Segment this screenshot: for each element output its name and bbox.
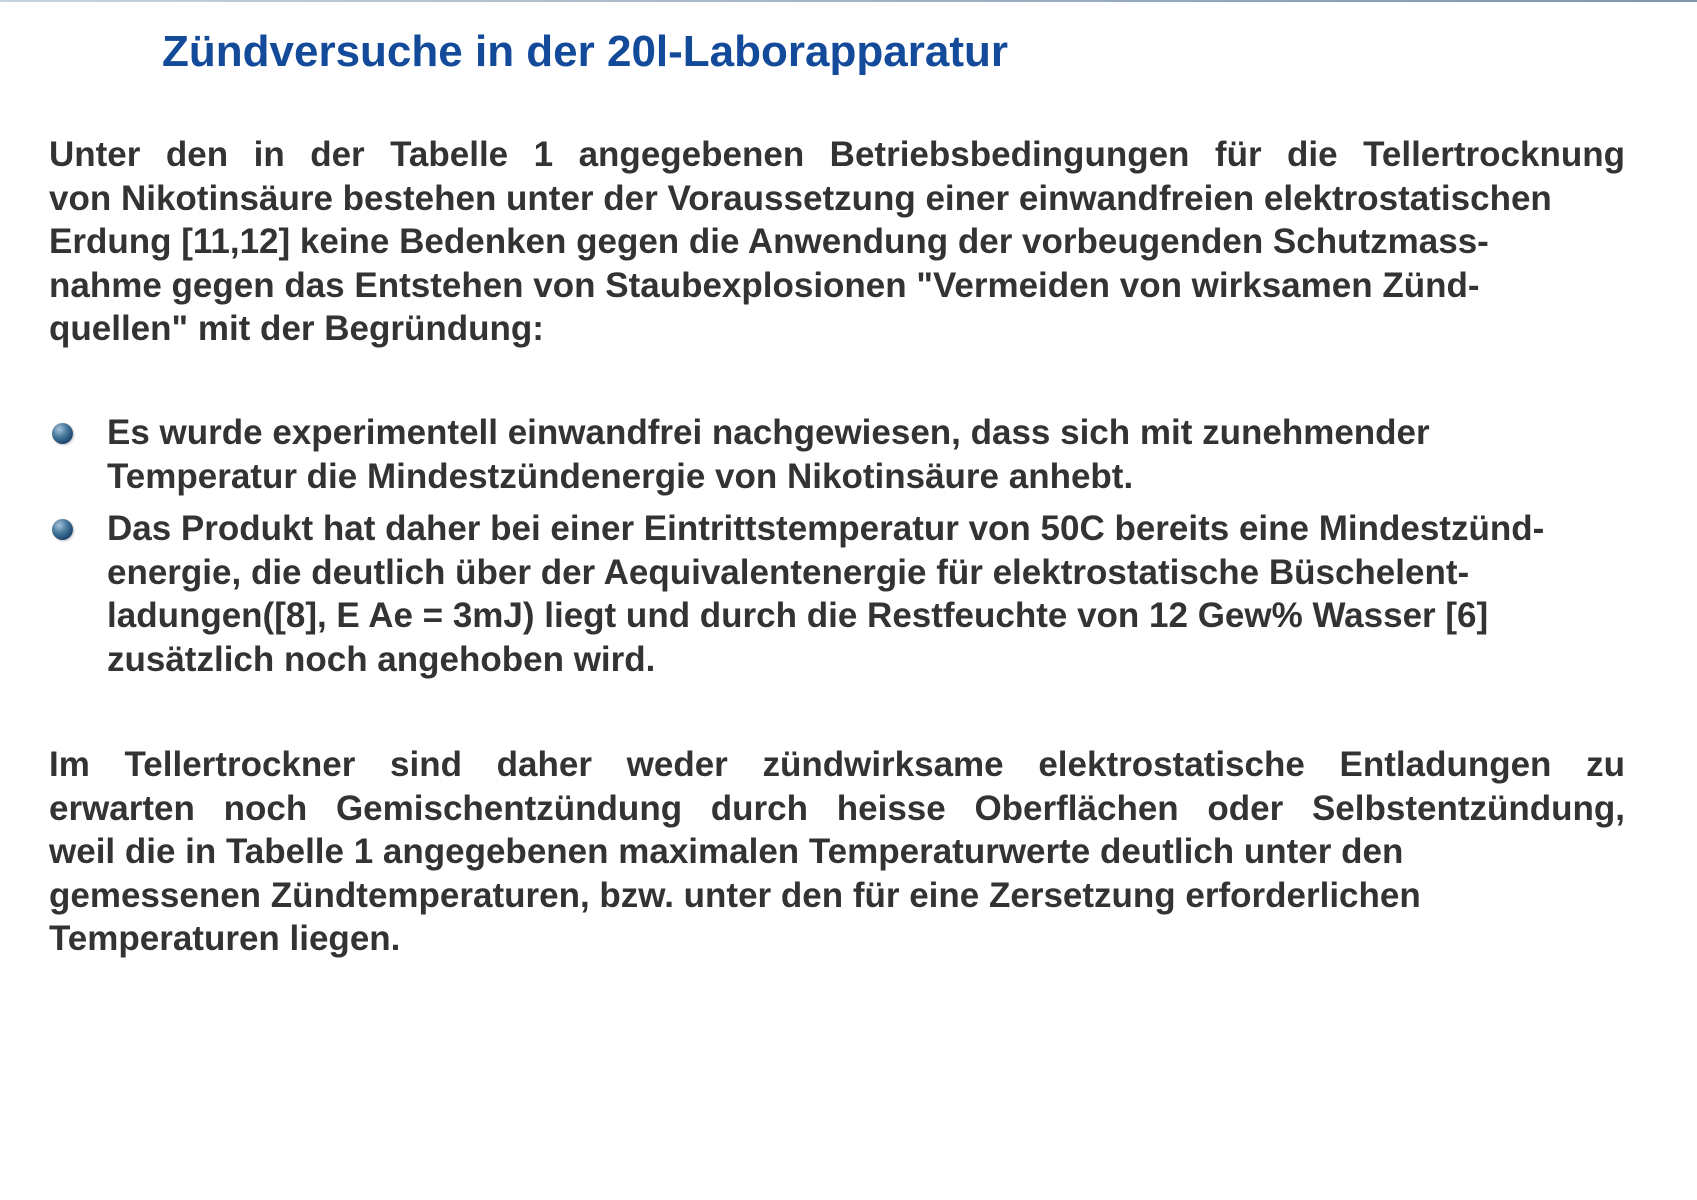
intro-paragraph bbox=[49, 133, 1625, 351]
intro-line: nahme gegen das Entstehen von Staubexplosionen "Vermeiden von wirksamen Zünd- bbox=[49, 265, 1480, 305]
bullet-line: energie, die deutlich über der Aequivalentenergie für elektrostatische Büschelent- bbox=[107, 552, 1470, 592]
intro-line: quellen" mit der Begründung: bbox=[49, 309, 544, 349]
top-divider bbox=[0, 0, 1697, 2]
conclusion-line: Temperaturen liegen. bbox=[49, 919, 401, 959]
bullet-list bbox=[49, 411, 1629, 682]
conclusion-line: gemessenen Zündtemperaturen, bzw. unter den für eine Zersetzung erforderlichen bbox=[49, 875, 1421, 915]
bullet-item bbox=[49, 411, 1629, 498]
bullet-line: zusätzlich noch angehoben wird. bbox=[107, 639, 656, 679]
intro-line: Unter den in der Tabelle 1 angegebenen Betriebsbedingungen für die Tellertrocknung bbox=[49, 135, 1625, 174]
conclusion-line: erwarten noch Gemischentzündung durch heisse Oberflächen oder Selbstentzündung, bbox=[49, 788, 1625, 828]
bullet-line: Es wurde experimentell einwandfrei nachgewiesen, dass sich mit zunehmender bbox=[107, 413, 1430, 452]
bullet-sphere-icon bbox=[52, 423, 73, 444]
bullet-item bbox=[49, 507, 1629, 681]
slide-title: Zündversuche in der 20l-Laborapparatur bbox=[162, 27, 1008, 76]
bullet-sphere-icon bbox=[52, 519, 73, 540]
conclusion-line: weil die in Tabelle 1 angegebenen maximalen Temperaturwerte deutlich unter den bbox=[49, 832, 1404, 872]
intro-line: von Nikotinsäure bestehen unter der Voraussetzung einer einwandfreien elektrostatischen bbox=[49, 178, 1552, 218]
conclusion-paragraph bbox=[49, 743, 1625, 961]
bullet-line: ladungen([8], E Ae = 3mJ) liegt und durch die Restfeuchte von 12 Gew% Wasser [6] bbox=[107, 596, 1489, 636]
bullet-line: Das Produkt hat daher bei einer Eintrittstemperatur von 50C bereits eine Mindestzünd- bbox=[107, 509, 1545, 549]
intro-line: Erdung [11,12] keine Bedenken gegen die Anwendung der vorbeugenden Schutzmass- bbox=[49, 222, 1489, 262]
conclusion-line: Im Tellertrockner sind daher weder zündwirksame elektrostatische Entladungen zu bbox=[49, 745, 1625, 784]
bullet-line: Temperatur die Mindestzündenergie von Nikotinsäure anhebt. bbox=[107, 456, 1134, 496]
